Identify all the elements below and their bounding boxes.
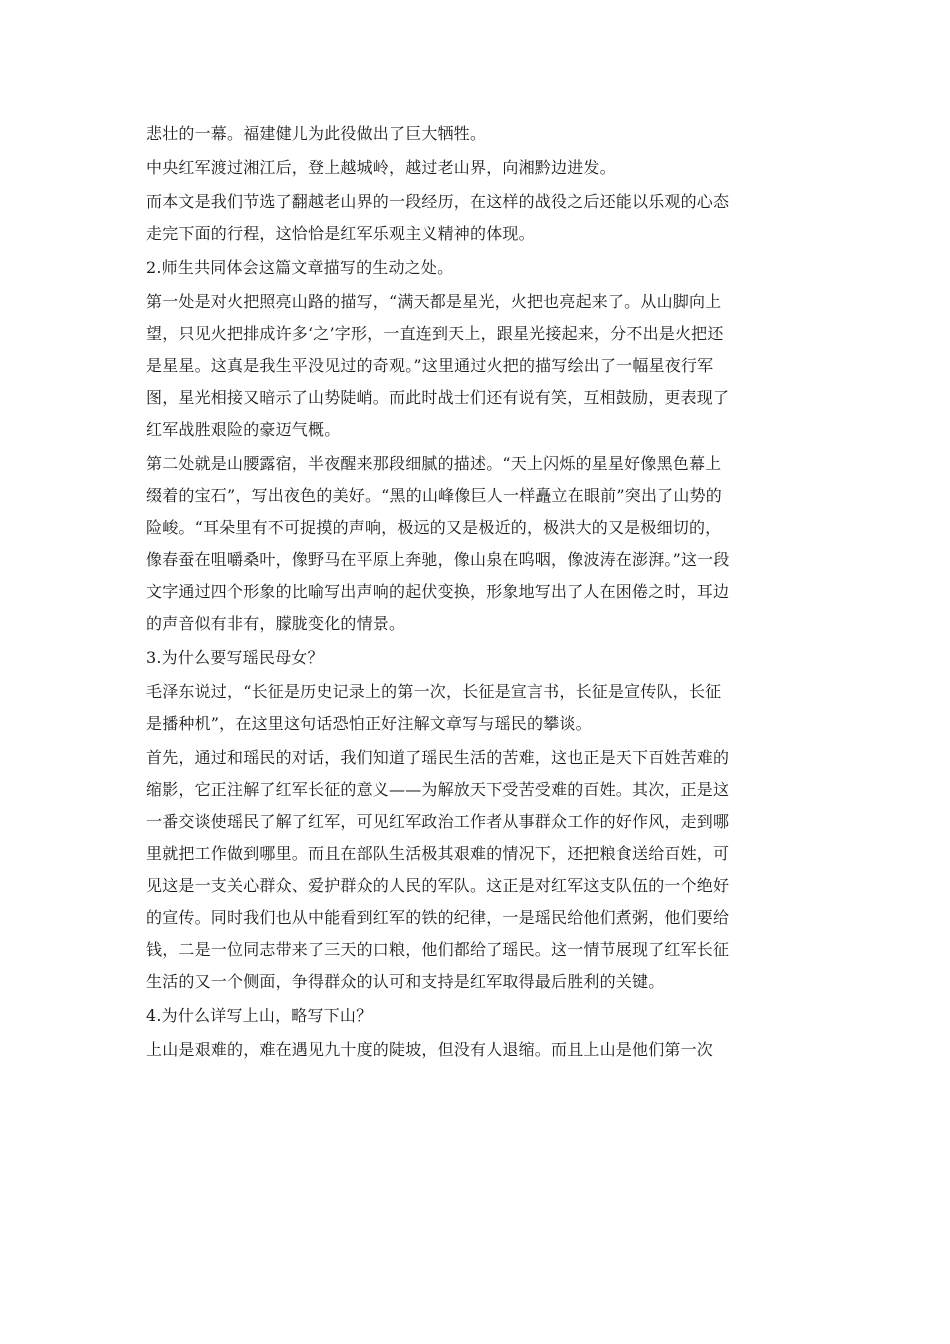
paragraph: 悲壮的一幕。福建健儿为此役做出了巨大牺牲。 (146, 124, 487, 143)
paragraph: 毛泽东说过，“长征是历史记录上的第一次，长征是宣言书，长征是宣传队，长征是播种机”，在这里这句话恐怕正好注解文章写与瑶民的攀谈。 (146, 682, 722, 733)
paragraph: 首先，通过和瑶民的对话，我们知道了瑶民生活的苦难，这也正是天下百姓苦难的缩影，它正注解了红军长征的意义——为解放天下受苦受难的百姓。其次，正是这一番交谈使瑶民了解了红军，可见红军政治工作者从事群众工作的好作风，走到哪里就把工作做到哪里。而且在部队生活极其艰难的情况下，还把粮食送给百姓，可见这是一支关心群众、爱护群众的人民的军队。这正是对红军这支队伍的一个绝好的宣传。同时我们也从中能看到红军的铁的纪律，一是瑶民给他们煮粥，他们要给钱，二是一位同志带来了三天的口粮，他们都给了瑶民。这一情节展现了红军长征生活的又一个侧面，争得群众的认可和支持是红军取得最后胜利的关键。 (146, 748, 730, 991)
section-heading: 3.为什么要写瑶民母女？ (146, 648, 324, 667)
paragraph: 上山是艰难的，难在遇见九十度的陡坡，但没有人退缩。而且上山是他们第一次 (146, 1040, 714, 1059)
section-heading: 2.师生共同体会这篇文章描写的生动之处。 (146, 258, 454, 277)
paragraph: 第二处就是山腰露宿，半夜醒来那段细腻的描述。“天上闪烁的星星好像黑色幕上缀着的宝石”，写出夜色的美好。“黑的山峰像巨人一样矗立在眼前”突出了山势的险峻。“耳朵里有不可捉摸的声响，极远的又是极近的，极洪大的又是极细切的，像春蚕在咀嚼桑叶，像野马在平原上奔驰，像山泉在呜咽，像波涛在澎湃。”这一段文字通过四个形象的比喻写出声响的起伏变换，形象地写出了人在困倦之时，耳边的声音似有非有，朦胧变化的情景。 (146, 454, 730, 633)
paragraph: 中央红军渡过湘江后，登上越城岭，越过老山界，向湘黔边进发。 (146, 158, 616, 177)
paragraph: 第一处是对火把照亮山路的描写，“满天都是星光，火把也亮起来了。从山脚向上望，只见火把排成许多‘之’字形，一直连到天上，跟星光接起来，分不出是火把还是星星。这真是我生平没见过的奇观。”这里通过火把的描写绘出了一幅星夜行军图，星光相接又暗示了山势陡峭。而此时战士们还有说有笑，互相鼓励，更表现了红军战胜艰险的豪迈气概。 (146, 292, 730, 439)
section-heading: 4.为什么详写上山，略写下山？ (146, 1006, 373, 1025)
paragraph: 而本文是我们节选了翻越老山界的一段经历，在这样的战役之后还能以乐观的心态走完下面的行程，这恰恰是红军乐观主义精神的体现。 (146, 192, 730, 243)
document-page (146, 118, 736, 1068)
